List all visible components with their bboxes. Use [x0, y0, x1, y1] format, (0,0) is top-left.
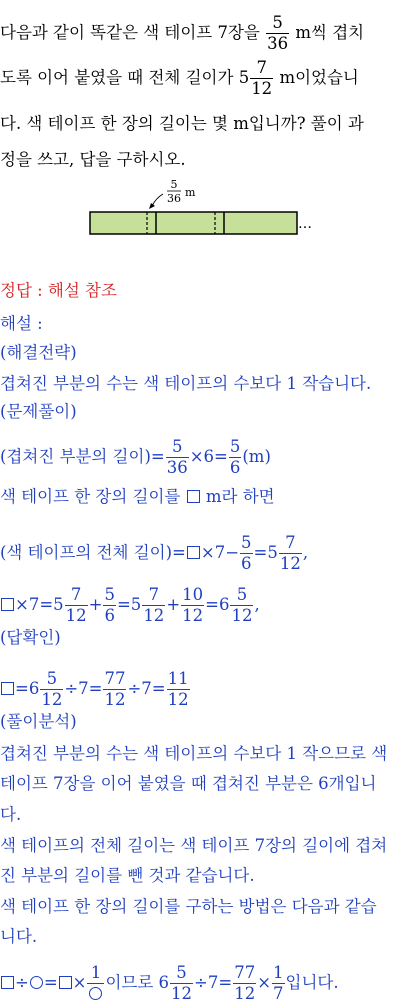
fraction: $\frac{77}{12}$	[104, 669, 126, 709]
analysis-line-2: 테이프 7장을 이어 붙였을 때 겹쳐진 부분은 6개입니	[0, 774, 377, 793]
fraction: $\frac{11}{12}$	[167, 669, 189, 709]
problem-line-4: 정을 쓰고, 답을 구하시오.	[0, 150, 186, 169]
fraction: $\frac{7}{12}$	[143, 585, 165, 625]
fraction: $\frac{5}{36}$	[166, 437, 188, 477]
overlap-label-unit: m	[185, 186, 196, 199]
analysis-line-5: 진 부분의 길이를 뺀 것과 같습니다.	[0, 866, 255, 885]
analysis-heading: (풀이분석)	[0, 712, 77, 731]
problem-line-2: 도록 이어 붙였을 때 전체 길이가 5 $\frac{7}{12}$ m이었습니	[0, 58, 359, 98]
blank-box-icon	[1, 598, 14, 611]
answer-label: 정답 : 해설 참조	[0, 281, 117, 300]
fraction: $\frac{5}{6}$	[241, 533, 252, 573]
overlap-label-num: 5	[170, 178, 178, 191]
solution-eq-4: ×7=5 $\frac{7}{12}$ + $\frac{5}{6}$ =5 $\frac{7}{12}$ + $\frac{10}{12}$ =6 $\frac{5}{12}$ ,	[0, 585, 260, 626]
tape-strip	[90, 212, 297, 234]
fraction: $\frac{5}{6}$	[229, 437, 241, 477]
fraction-7-12: $\frac{7}{12}$	[251, 58, 273, 98]
fraction: $\frac{5}{12}$	[171, 963, 193, 1003]
fraction: $\frac{7}{12}$	[65, 585, 87, 625]
tape-ellipsis: …	[298, 216, 312, 232]
fraction: $\frac{5}{12}$	[231, 585, 253, 625]
tape-figure	[0, 176, 400, 246]
analysis-line-7: 니다.	[0, 927, 38, 946]
fraction-5-36: $\frac{5}{36}$	[267, 13, 289, 53]
blank-box-icon	[59, 976, 72, 989]
problem-line-1: 다음과 같이 똑같은 색 테이프 7장을 $\frac{5}{36}$ m씩 겹치	[0, 13, 365, 53]
blank-circle-icon	[89, 987, 102, 1000]
fraction: $\frac{77}{12}$	[234, 963, 256, 1003]
blank-box-icon	[1, 682, 14, 695]
solution-eq-3: (색 테이프의 전체 길이)= ×7− $\frac{5}{6}$ =5 $\frac{7}{12}$ ,	[0, 533, 309, 573]
blank-box-icon	[187, 546, 200, 559]
blank-circle-wrapper	[87, 984, 104, 1004]
analysis-line-6: 색 테이프 한 장의 길이를 구하는 방법은 다음과 같습	[0, 897, 377, 916]
strategy-heading: (해결전략)	[0, 343, 77, 362]
fraction: $\frac{1}{7}$	[273, 963, 284, 1003]
check-eq: =6 $\frac{5}{12}$ ÷7= $\frac{77}{12}$ ÷7= $\frac{11}{12}$	[0, 669, 191, 710]
analysis-line-4: 색 테이프의 전체 길이는 색 테이프 7장의 길이에 겹쳐	[0, 836, 388, 855]
fraction: $\frac{7}{12}$	[279, 533, 301, 573]
fraction: $\frac{5}{12}$	[41, 669, 63, 709]
solution-heading: (문제풀이)	[0, 402, 77, 421]
blank-box-icon	[1, 976, 14, 989]
analysis-formula: ÷ = × 1 이므로 6 $\frac{5}{12}$ ÷7= $\frac{77}{12}$ × $\frac{1}{7}$ 입니다.	[0, 963, 339, 1004]
solution-eq-1: (겹쳐진 부분의 길이)= $\frac{5}{36}$ ×6= $\frac{5}{6}$ (m)	[0, 437, 271, 477]
analysis-line-1: 겹쳐진 부분의 수는 색 테이프의 수보다 1 작으므로 색	[0, 744, 388, 763]
overlap-label-den: 36	[167, 192, 181, 205]
fraction: $\frac{5}{6}$	[104, 585, 115, 625]
blank-circle-icon	[30, 976, 43, 989]
check-heading: (답확인)	[0, 628, 61, 647]
strategy-text: 겹쳐진 부분의 수는 색 테이프의 수보다 1 작습니다.	[0, 374, 372, 393]
blank-box-icon	[187, 490, 200, 503]
analysis-line-3: 다.	[0, 805, 22, 824]
arrow-head-icon	[149, 203, 155, 209]
solution-line-2: 색 테이프 한 장의 길이를 m라 하면	[0, 487, 275, 506]
arrow-icon	[152, 194, 163, 206]
explanation-label: 해설 :	[0, 314, 43, 333]
problem-line-3: 다. 색 테이프 한 장의 길이는 몇 m입니까? 풀이 과	[0, 114, 364, 133]
fraction: 1	[87, 963, 104, 1004]
fraction: $\frac{10}{12}$	[182, 585, 204, 625]
